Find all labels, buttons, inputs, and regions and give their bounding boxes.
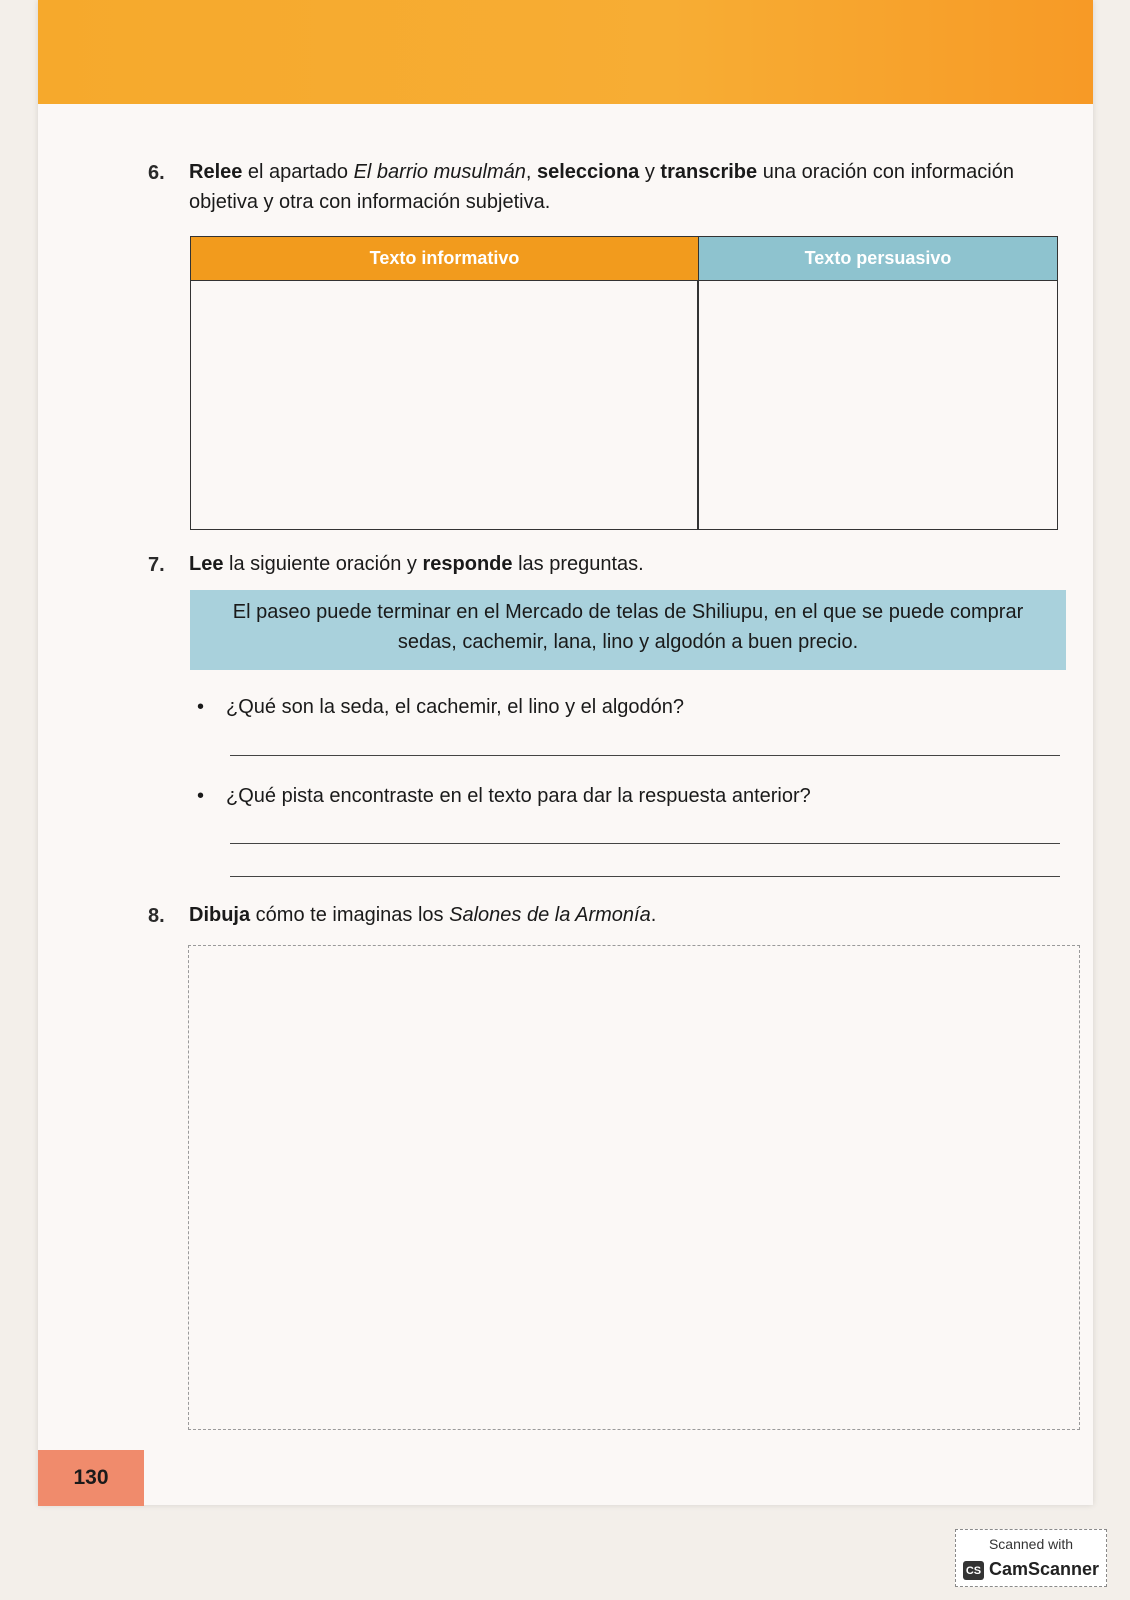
header-band	[38, 0, 1093, 104]
text-run: una oración con información	[757, 161, 1014, 183]
text-run: responde	[422, 553, 513, 575]
text-run: Salones de la Armonía	[449, 904, 651, 926]
scanner-brand: CamScanner	[989, 1559, 1100, 1579]
question-7-prompt	[189, 550, 644, 579]
text-run: Dibuja	[189, 904, 251, 926]
scanner-caption: Scanned with	[988, 1536, 1074, 1552]
camscanner-watermark	[955, 1529, 1107, 1587]
text-run: y	[639, 161, 661, 183]
question-8-prompt	[189, 901, 656, 930]
drawing-area[interactable]	[188, 945, 1080, 1430]
text-run: Lee	[189, 553, 224, 575]
text-run: Relee	[189, 161, 243, 183]
text-run: .	[650, 904, 657, 926]
question-7a-text: ¿Qué son la seda, el cachemir, el lino y el algodón?	[226, 696, 685, 718]
quoted-sentence-box	[190, 590, 1066, 670]
question-6-number: 6.	[148, 162, 165, 184]
table-cell-informative-answer[interactable]	[191, 281, 697, 529]
text-run: la siguiente oración	[223, 553, 407, 575]
text-run: selecciona	[537, 161, 640, 183]
text-run: las preguntas.	[512, 553, 644, 575]
question-6-prompt-line1	[189, 158, 1014, 187]
answer-line-7b-1[interactable]	[230, 843, 1060, 844]
camscanner-logo-icon: CS	[963, 1561, 984, 1580]
answer-line-7b-2[interactable]	[230, 876, 1060, 877]
bullet-icon: •	[197, 785, 205, 807]
text-run: El barrio musulmán	[353, 161, 526, 183]
table-cell-persuasive-answer[interactable]	[699, 281, 1057, 529]
text-run: ,	[525, 161, 537, 183]
page-number: 130	[38, 1450, 144, 1506]
bullet-icon: •	[197, 696, 205, 718]
table-header-informative: Texto informativo	[191, 237, 699, 281]
question-7-number: 7.	[148, 554, 165, 576]
question-8-number: 8.	[148, 905, 165, 927]
text-run: transcribe	[660, 161, 758, 183]
table-header-persuasive: Texto persuasivo	[699, 237, 1057, 281]
question-7b-text: ¿Qué pista encontraste en el texto para dar la respuesta anterior?	[226, 785, 811, 807]
objective-subjective-table	[190, 236, 1058, 530]
quoted-sentence-line1: El paseo puede terminar en el Mercado de telas de Shiliupu, en el que se puede comprar	[232, 601, 1024, 623]
question-6-prompt-line2: objetiva y otra con información subjetiva.	[189, 191, 551, 213]
text-run: cómo te imaginas los	[250, 904, 450, 926]
quoted-sentence-line2: sedas, cachemir, lana, lino y algodón a buen precio.	[397, 631, 859, 653]
text-run: el apartado	[242, 161, 354, 183]
answer-line-7a[interactable]	[230, 755, 1060, 756]
text-run: y	[406, 553, 417, 575]
